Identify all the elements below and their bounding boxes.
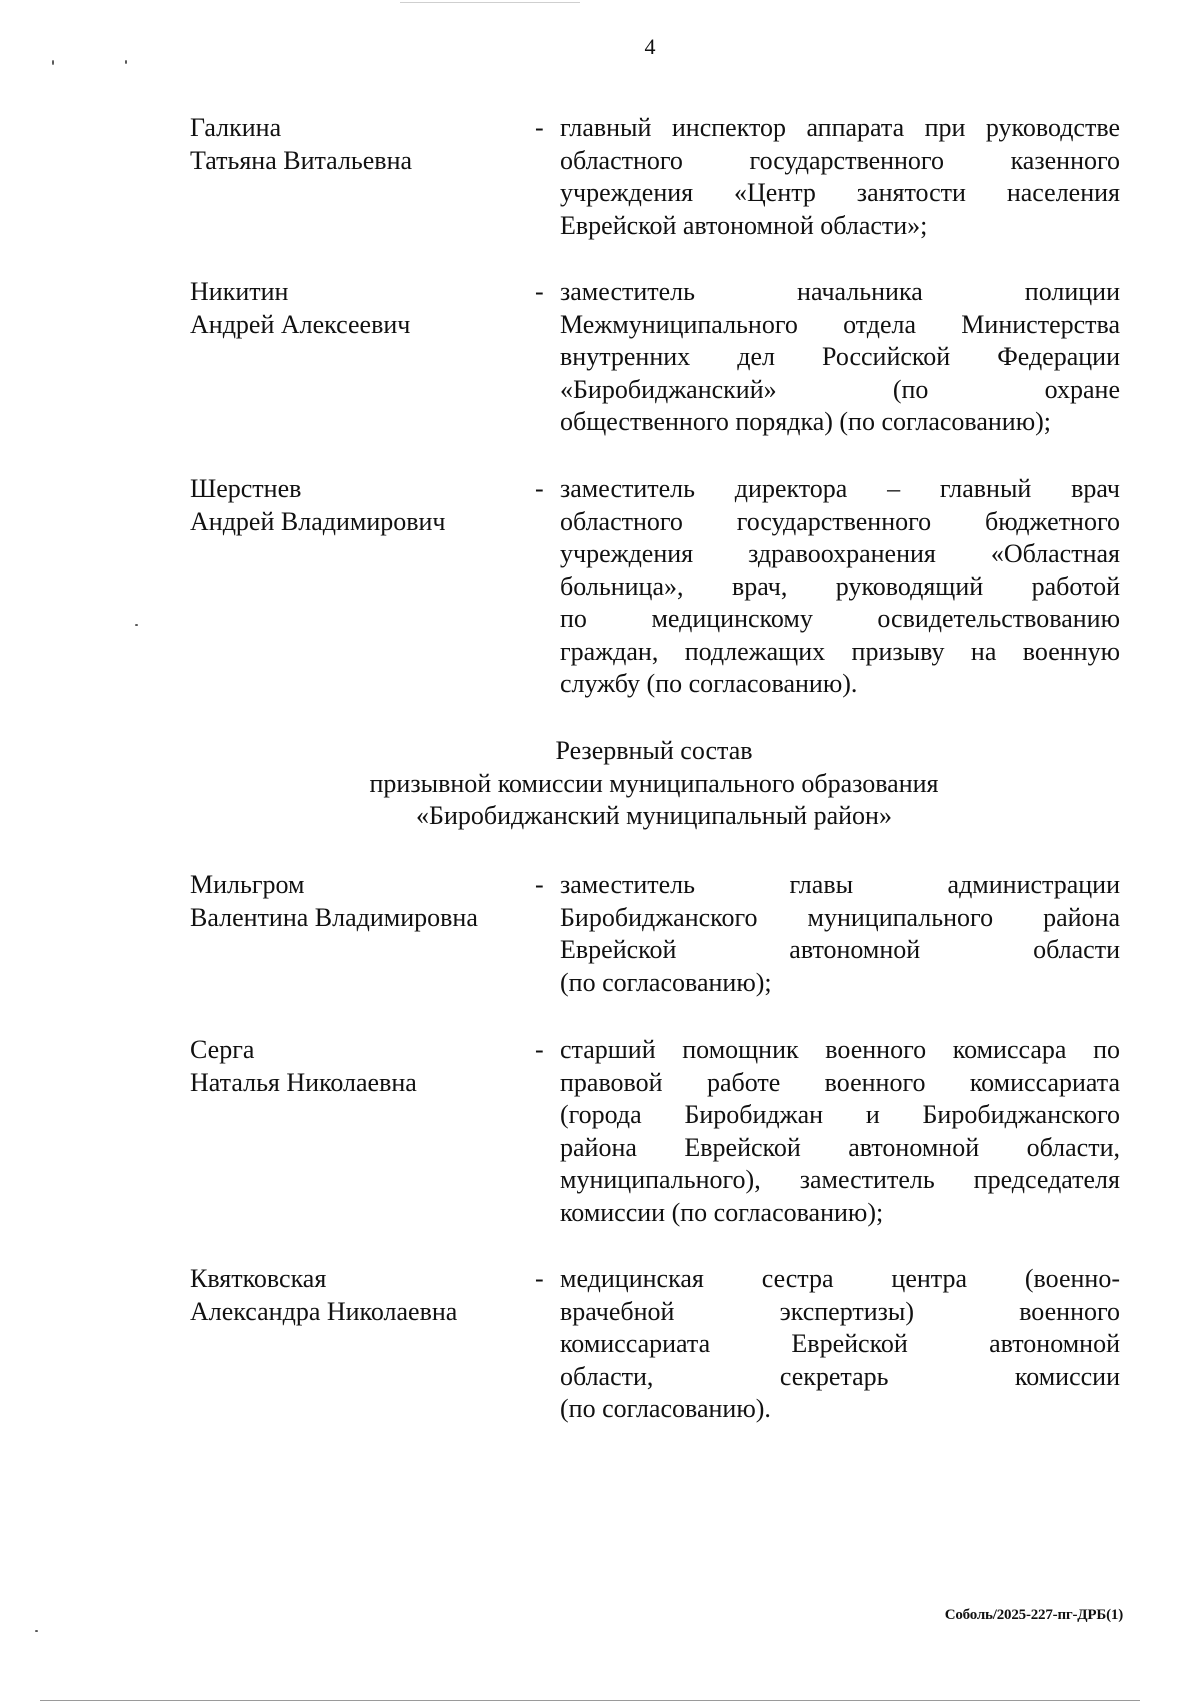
list-dash: - — [535, 1264, 544, 1293]
heading-line: Резервный состав — [555, 736, 753, 765]
member-given-names: Наталья Николаевна — [190, 1067, 417, 1097]
position-line: старший помощник военного комиссара по — [560, 1035, 1120, 1064]
position-line: «Биробиджанский» (по охране — [560, 374, 1120, 404]
member-name — [190, 276, 520, 341]
position-line: Еврейской автономной области»; — [560, 210, 928, 240]
member-position — [560, 112, 1120, 242]
reserve-entry-milgrom — [190, 869, 1120, 999]
member-surname: Галкина — [190, 113, 282, 142]
page-number: 4 — [644, 34, 656, 59]
position-line: службу (по согласованию). — [560, 669, 858, 698]
position-line: внутренних дел Российской Федерации — [560, 342, 1120, 371]
position-line: учреждения «Центр занятости населения — [560, 178, 1120, 207]
member-entry-sherstnev — [190, 473, 1120, 701]
heading-line: «Биробиджанский муниципальный район» — [416, 801, 892, 830]
position-line: медицинская сестра центра (военно- — [560, 1264, 1120, 1293]
position-line: комиссариата Еврейской автономной — [560, 1329, 1120, 1358]
scan-edge-line — [400, 2, 580, 3]
position-line: главный инспектор аппарата при руководстве — [560, 113, 1120, 142]
position-line: по медицинскому освидетельствованию — [560, 604, 1120, 633]
position-line: Еврейской автономной области — [560, 935, 1120, 964]
position-line: областного государственного казенного — [560, 145, 1120, 175]
member-surname: Шерстнев — [190, 474, 302, 503]
member-given-names: Александра Николаевна — [190, 1296, 458, 1326]
list-dash: - — [535, 474, 544, 503]
member-name — [190, 869, 520, 934]
member-surname: Никитин — [190, 277, 289, 306]
position-line: заместитель главы администрации — [560, 870, 1120, 899]
document-reference: Соболь/2025-227-пг-ДРБ(1) — [944, 1607, 1123, 1623]
list-dash: - — [535, 113, 544, 142]
position-line: района Еврейской автономной области, — [560, 1132, 1120, 1162]
member-surname: Серга — [190, 1035, 255, 1064]
position-line: комиссии (по согласованию); — [560, 1197, 884, 1227]
position-line: граждан, подлежащих призыву на военную — [560, 636, 1120, 666]
member-entry-galkina — [190, 112, 1120, 242]
scan-speck — [125, 60, 127, 64]
list-dash: - — [535, 277, 544, 306]
member-name — [190, 473, 520, 538]
position-line: Межмуниципального отдела Министерства — [560, 309, 1120, 339]
heading-line: призывной комиссии муниципального образования — [369, 768, 939, 798]
scan-speck — [35, 1630, 38, 1632]
member-position — [560, 473, 1120, 701]
position-line: муниципального), заместитель председателя — [560, 1165, 1120, 1194]
member-position — [560, 869, 1120, 999]
position-line: областного государственного бюджетного — [560, 506, 1120, 536]
position-line: (по согласованию). — [560, 1394, 771, 1423]
position-line: учреждения здравоохранения «Областная — [560, 539, 1120, 568]
member-name — [190, 112, 520, 177]
member-given-names: Татьяна Витальевна — [190, 145, 413, 175]
position-line: заместитель начальника полиции — [560, 277, 1120, 306]
member-surname: Мильгром — [190, 870, 305, 899]
member-given-names: Валентина Владимировна — [190, 902, 478, 932]
scan-speck — [52, 60, 54, 65]
position-line: области, секретарь комиссии — [560, 1361, 1120, 1391]
reserve-entry-kvyatkovskaya — [190, 1263, 1120, 1426]
position-line: Биробиджанского муниципального района — [560, 902, 1120, 932]
position-line: врачебной экспертизы) военного — [560, 1296, 1120, 1326]
list-dash: - — [535, 870, 544, 899]
member-name — [190, 1034, 520, 1099]
position-line: (города Биробиджан и Биробиджанского — [560, 1100, 1120, 1129]
reserve-entry-serga — [190, 1034, 1120, 1229]
member-given-names: Андрей Алексеевич — [190, 309, 411, 339]
position-line: заместитель директора – главный врач — [560, 474, 1120, 503]
reserve-section-heading — [0, 735, 1200, 833]
position-line: общественного порядка) (по согласованию); — [560, 407, 1052, 436]
position-line: (по согласованию); — [560, 967, 772, 997]
list-dash: - — [535, 1035, 544, 1064]
scan-speck — [135, 624, 138, 626]
position-line: больница», врач, руководящий работой — [560, 571, 1120, 601]
scan-edge-line — [40, 1700, 1140, 1701]
member-position — [560, 276, 1120, 439]
member-name — [190, 1263, 520, 1328]
member-position — [560, 1263, 1120, 1426]
member-surname: Квятковская — [190, 1264, 327, 1293]
member-position — [560, 1034, 1120, 1229]
member-given-names: Андрей Владимирович — [190, 506, 446, 536]
position-line: правовой работе военного комиссариата — [560, 1067, 1120, 1097]
member-entry-nikitin — [190, 276, 1120, 439]
